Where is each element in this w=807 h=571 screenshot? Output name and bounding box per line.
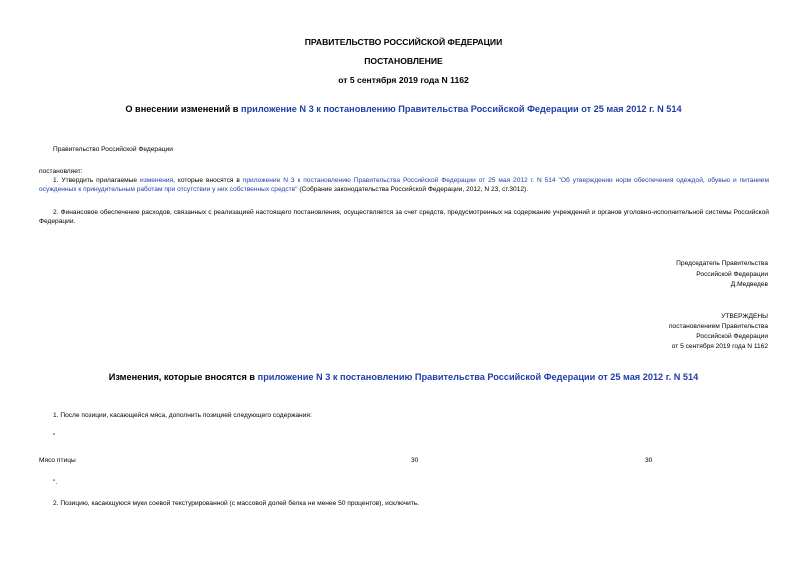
table-row-value-1: 30 — [411, 457, 419, 464]
quote-open: " — [53, 433, 56, 440]
table-row-value-2: 30 — [645, 457, 653, 464]
approval-line-2: постановлением Правительства — [668, 323, 768, 330]
signature-name: Д.Медведев — [730, 281, 768, 288]
issuer-text: Правительство Российской Федерации — [53, 146, 173, 153]
change-item-1: 1. После позиции, касающейся мяса, дополнить позицией следующего содержания: — [53, 412, 312, 419]
table-row-name: Мясо птицы — [39, 457, 76, 464]
decrees-text: постановляет: — [39, 168, 83, 175]
approval-line-4: от 5 сентября 2019 года N 1162 — [671, 343, 768, 350]
paragraph-1-suffix: (Собрание законодательства Российской Федерации, 2012, N 23, ст.3012). — [297, 186, 529, 194]
changes-title-link[interactable]: приложение N 3 к постановлению Правительства Российской Федерации от 25 мая 2012 г. N 514 — [257, 372, 699, 382]
signature-title-2: Российской Федерации — [696, 271, 768, 278]
quote-close: ". — [53, 479, 58, 486]
document-date-number: от 5 сентября 2019 года N 1162 — [338, 75, 469, 85]
change-item-2: 2. Позицию, касающуюся муки соевой текстурированной (с массовой долей белка не менее 50 процентов), исключить. — [53, 500, 420, 507]
paragraph-1 — [39, 176, 769, 195]
paragraph-1-mid: , которые вносятся в — [173, 177, 243, 184]
changes-link[interactable]: изменения — [140, 177, 174, 184]
changes-title-prefix: Изменения, которые вносятся в — [108, 372, 258, 382]
approval-line-3: Российской Федерации — [696, 333, 768, 340]
document-type: ПОСТАНОВЛЕНИЕ — [364, 56, 443, 66]
document-title — [0, 104, 807, 114]
paragraph-2: 2. Финансовое обеспечение расходов, связанных с реализацией настоящего постановления, осуществляется за счет средств, предусмотренных на содержание учреждений и органов уголовно-исполнительной системы Российской Федерации. — [39, 209, 769, 226]
approval-line-1: УТВЕРЖДЕНЫ — [721, 313, 768, 320]
signature-title-1: Председатель Правительства — [676, 260, 768, 267]
changes-title — [0, 372, 807, 382]
government-heading: ПРАВИТЕЛЬСТВО РОССИЙСКОЙ ФЕДЕРАЦИИ — [304, 37, 503, 47]
document-title-link[interactable]: приложение N 3 к постановлению Правительства Российской Федерации от 25 мая 2012 г. N 514 — [241, 104, 682, 114]
decree-514-link[interactable]: приложение N 3 к постановлению Правительства Российской Федерации от 25 мая 2012 г. N 514 "Об утверждении норм обеспечения одеждой, обувью и питанием осужденных к принудительным работам при отсутствии у них собственных средств" — [39, 177, 769, 194]
paragraph-1-prefix: 1. Утвердить прилагаемые — [53, 177, 141, 184]
document-title-prefix: О внесении изменений в — [125, 104, 242, 114]
